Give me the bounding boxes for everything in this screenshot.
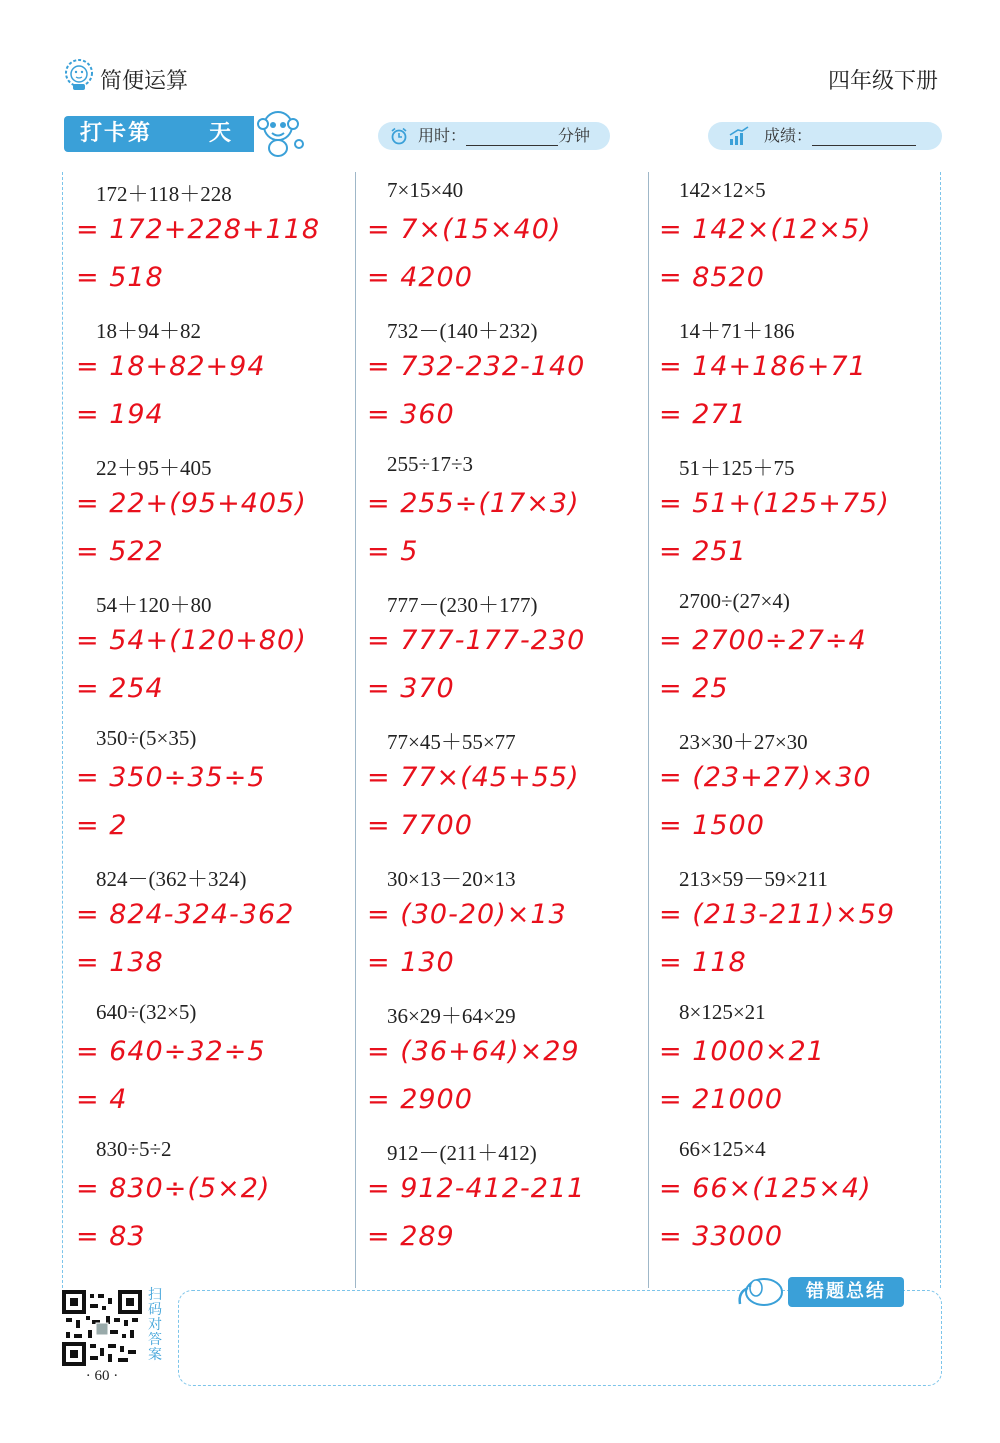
score-field (708, 122, 942, 150)
problem-expression: 7×15×40 (387, 178, 464, 202)
column-divider (648, 172, 649, 1288)
answer-step: = (23+27)×30 (659, 762, 872, 793)
problem-expression: 23×30＋27×30 (679, 730, 808, 754)
answer-result: = 289 (367, 1221, 455, 1252)
problem-expression: 36×29＋64×29 (387, 1004, 516, 1028)
elephant-icon (732, 1270, 788, 1310)
problem-expression: 255÷17÷3 (387, 452, 474, 476)
checkin-banner (64, 116, 254, 152)
problem-expression: 30×13－20×13 (387, 867, 516, 891)
problem-expression: 2700÷(27×4) (679, 589, 790, 613)
answer-result: = 130 (367, 947, 455, 978)
error-summary-label: 错题总结 (788, 1277, 904, 1307)
answer-result: = 4 (76, 1084, 128, 1115)
lion-logo-icon (62, 58, 96, 92)
problem-expression: 912－(211＋412) (387, 1141, 537, 1165)
problem-expression: 213×59－59×211 (679, 867, 828, 891)
answer-result: = 1500 (659, 810, 765, 841)
answer-result: = 138 (76, 947, 164, 978)
score-label: 成绩： (764, 126, 813, 145)
problem-expression: 824－(362＋324) (96, 867, 247, 891)
problem-expression: 66×125×4 (679, 1137, 766, 1161)
problem-expression: 14＋71＋186 (679, 319, 795, 343)
answer-step: = 172+228+118 (76, 214, 321, 245)
answer-step: = 7×(15×40) (367, 214, 562, 245)
grade-label: 四年级下册 (827, 69, 938, 94)
answer-result: = 518 (76, 262, 164, 293)
answer-step: = 777-177-230 (367, 625, 586, 656)
qr-code[interactable] (62, 1290, 142, 1366)
score-chart-icon (728, 126, 750, 146)
answer-result: = 271 (659, 399, 747, 430)
answer-result: = 7700 (367, 810, 473, 841)
checkin-label: 打卡第 (80, 121, 153, 146)
problem-expression: 18＋94＋82 (96, 319, 201, 343)
page-title: 简便运算 (100, 69, 189, 94)
problem-expression: 22＋95＋405 (96, 456, 212, 480)
answer-step: = 824-324-362 (76, 899, 295, 930)
answer-step: = 255÷(17×3) (367, 488, 580, 519)
answer-step: = (213-211)×59 (659, 899, 896, 930)
page-number: · 60 · (85, 1368, 119, 1384)
answer-result: = 5 (367, 536, 419, 567)
problem-expression: 8×125×21 (679, 1000, 766, 1024)
answer-step: = 830÷(5×2) (76, 1173, 271, 1204)
answer-result: = 251 (659, 536, 747, 567)
problem-expression: 77×45＋55×77 (387, 730, 516, 754)
problem-expression: 54＋120＋80 (96, 593, 212, 617)
column-divider (355, 172, 356, 1288)
problem-expression: 732－(140＋232) (387, 319, 538, 343)
time-field (378, 122, 610, 150)
answer-step: = 640÷32÷5 (76, 1036, 266, 1067)
answer-step: = 51+(125+75) (659, 488, 890, 519)
problem-expression: 777－(230＋177) (387, 593, 538, 617)
answer-result: = 194 (76, 399, 164, 430)
time-label: 用时： (418, 126, 467, 145)
checkin-day-label: 天 (209, 121, 234, 146)
answer-step: = 912-412-211 (367, 1173, 586, 1204)
problem-expression: 640÷(32×5) (96, 1000, 197, 1024)
problem-expression: 830÷5÷2 (96, 1137, 172, 1161)
score-input[interactable] (812, 127, 916, 146)
answer-step: = (36+64)×29 (367, 1036, 580, 1067)
time-unit: 分钟 (558, 126, 591, 145)
answer-result: = 2 (76, 810, 128, 841)
answer-result: = 25 (659, 673, 729, 704)
answer-result: = 33000 (659, 1221, 784, 1252)
answer-step: = 66×(125×4) (659, 1173, 872, 1204)
problem-expression: 142×12×5 (679, 178, 766, 202)
monkey-mascot-icon (252, 104, 308, 160)
answer-step: = 142×(12×5) (659, 214, 872, 245)
answer-result: = 522 (76, 536, 164, 567)
answer-result: = 21000 (659, 1084, 784, 1115)
qr-caption: 扫码对答案 (148, 1287, 162, 1363)
answer-result: = 118 (659, 947, 747, 978)
problem-expression: 172＋118＋228 (96, 182, 232, 206)
alarm-clock-icon (390, 127, 408, 145)
answer-step: = 22+(95+405) (76, 488, 307, 519)
answer-step: = 14+186+71 (659, 351, 867, 382)
answer-result: = 8520 (659, 262, 765, 293)
problem-expression: 51＋125＋75 (679, 456, 795, 480)
answer-step: = 18+82+94 (76, 351, 266, 382)
answer-step: = 1000×21 (659, 1036, 825, 1067)
answer-result: = 2900 (367, 1084, 473, 1115)
answer-step: = 2700÷27÷4 (659, 625, 867, 656)
answer-result: = 4200 (367, 262, 473, 293)
answer-result: = 370 (367, 673, 455, 704)
answer-result: = 360 (367, 399, 455, 430)
answer-step: = 54+(120+80) (76, 625, 307, 656)
time-input[interactable] (466, 127, 558, 146)
answer-step: = 350÷35÷5 (76, 762, 266, 793)
answer-result: = 254 (76, 673, 164, 704)
grid-border-right (940, 172, 941, 1288)
problem-expression: 350÷(5×35) (96, 726, 197, 750)
grid-border-left (62, 172, 63, 1288)
answer-step: = 77×(45+55) (367, 762, 580, 793)
answer-step: = (30-20)×13 (367, 899, 567, 930)
exercise-grid (62, 172, 942, 1288)
answer-result: = 83 (76, 1221, 146, 1252)
answer-step: = 732-232-140 (367, 351, 586, 382)
